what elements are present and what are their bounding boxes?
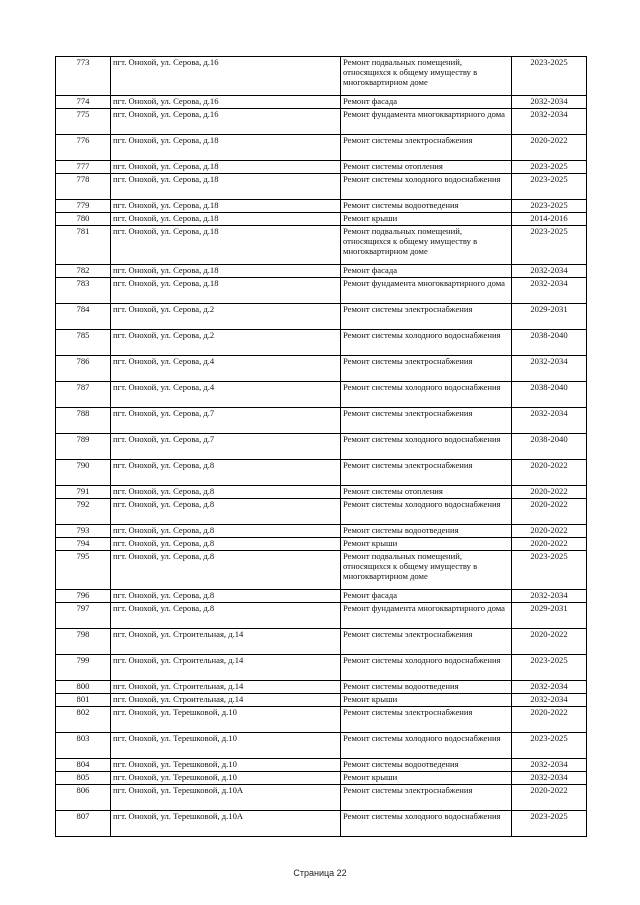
row-period: 2020-2022 (512, 538, 587, 551)
row-work-type: Ремонт фасада (341, 265, 512, 278)
row-address: пгт. Онохой, ул. Серова, д.8 (111, 499, 341, 525)
row-work-type: Ремонт системы электроснабжения (341, 629, 512, 655)
row-work-type: Ремонт системы электроснабжения (341, 304, 512, 330)
table-row (56, 707, 587, 733)
row-period: 2032-2034 (512, 759, 587, 772)
row-number: 784 (56, 304, 111, 330)
row-period: 2020-2022 (512, 135, 587, 161)
row-address: пгт. Онохой, ул. Серова, д.2 (111, 330, 341, 356)
row-number: 796 (56, 590, 111, 603)
table-row (56, 408, 587, 434)
row-work-type: Ремонт системы электроснабжения (341, 408, 512, 434)
row-period: 2032-2034 (512, 356, 587, 382)
row-period: 2020-2022 (512, 486, 587, 499)
table-row (56, 434, 587, 460)
row-period: 2023-2025 (512, 200, 587, 213)
row-number: 797 (56, 603, 111, 629)
row-period: 2029-2031 (512, 304, 587, 330)
row-period: 2023-2025 (512, 655, 587, 681)
row-address: пгт. Онохой, ул. Серова, д.8 (111, 590, 341, 603)
row-address: пгт. Онохой, ул. Серова, д.18 (111, 226, 341, 265)
row-period: 2023-2025 (512, 551, 587, 590)
table-row (56, 811, 587, 837)
table-row (56, 96, 587, 109)
row-number: 805 (56, 772, 111, 785)
table-row (56, 57, 587, 96)
row-work-type: Ремонт системы холодного водоснабжения (341, 655, 512, 681)
row-number: 781 (56, 226, 111, 265)
row-work-type: Ремонт системы электроснабжения (341, 707, 512, 733)
table-row (56, 694, 587, 707)
row-period: 2038-2040 (512, 434, 587, 460)
table-row (56, 109, 587, 135)
row-work-type: Ремонт системы водоотведения (341, 525, 512, 538)
schedule-table-body (56, 57, 587, 837)
row-period: 2020-2022 (512, 525, 587, 538)
row-work-type: Ремонт системы холодного водоснабжения (341, 382, 512, 408)
table-row (56, 356, 587, 382)
table-row (56, 733, 587, 759)
row-work-type: Ремонт крыши (341, 213, 512, 226)
row-work-type: Ремонт подвальных помещений, относящихся к общему имуществу в многоквартирном доме (341, 57, 512, 96)
row-number: 803 (56, 733, 111, 759)
table-row (56, 382, 587, 408)
table-row (56, 330, 587, 356)
row-period: 2032-2034 (512, 590, 587, 603)
row-number: 788 (56, 408, 111, 434)
row-number: 783 (56, 278, 111, 304)
row-work-type: Ремонт системы электроснабжения (341, 135, 512, 161)
row-period: 2020-2022 (512, 785, 587, 811)
row-period: 2029-2031 (512, 603, 587, 629)
row-number: 794 (56, 538, 111, 551)
row-work-type: Ремонт системы электроснабжения (341, 785, 512, 811)
row-number: 807 (56, 811, 111, 837)
table-row (56, 174, 587, 200)
row-work-type: Ремонт системы электроснабжения (341, 356, 512, 382)
row-work-type: Ремонт крыши (341, 772, 512, 785)
table-row (56, 161, 587, 174)
row-number: 776 (56, 135, 111, 161)
row-number: 800 (56, 681, 111, 694)
row-address: пгт. Онохой, ул. Серова, д.7 (111, 434, 341, 460)
row-address: пгт. Онохой, ул. Серова, д.18 (111, 213, 341, 226)
page-number: Страница 22 (293, 868, 347, 878)
row-address: пгт. Онохой, ул. Серова, д.7 (111, 408, 341, 434)
row-address: пгт. Онохой, ул. Серова, д.8 (111, 460, 341, 486)
row-number: 792 (56, 499, 111, 525)
row-period: 2020-2022 (512, 460, 587, 486)
row-period: 2032-2034 (512, 694, 587, 707)
schedule-table (55, 56, 587, 837)
table-row (56, 538, 587, 551)
row-number: 782 (56, 265, 111, 278)
row-period: 2023-2025 (512, 161, 587, 174)
row-work-type: Ремонт фасада (341, 96, 512, 109)
row-address: пгт. Онохой, ул. Строительная, д.14 (111, 629, 341, 655)
table-row (56, 200, 587, 213)
row-work-type: Ремонт подвальных помещений, относящихся к общему имуществу в многоквартирном доме (341, 226, 512, 265)
row-work-type: Ремонт фундамента многоквартирного дома (341, 109, 512, 135)
row-period: 2023-2025 (512, 733, 587, 759)
table-row (56, 460, 587, 486)
row-work-type: Ремонт системы отопления (341, 486, 512, 499)
row-number: 791 (56, 486, 111, 499)
row-address: пгт. Онохой, ул. Серова, д.18 (111, 135, 341, 161)
row-work-type: Ремонт крыши (341, 694, 512, 707)
row-address: пгт. Онохой, ул. Серова, д.18 (111, 278, 341, 304)
row-address: пгт. Онохой, ул. Серова, д.4 (111, 356, 341, 382)
table-row (56, 681, 587, 694)
table-row (56, 551, 587, 590)
row-period: 2032-2034 (512, 278, 587, 304)
table-row (56, 135, 587, 161)
row-address: пгт. Онохой, ул. Серова, д.16 (111, 57, 341, 96)
row-period: 2032-2034 (512, 265, 587, 278)
row-address: пгт. Онохой, ул. Строительная, д.14 (111, 694, 341, 707)
row-period: 2032-2034 (512, 96, 587, 109)
row-address: пгт. Онохой, ул. Серова, д.18 (111, 200, 341, 213)
row-period: 2032-2034 (512, 408, 587, 434)
row-number: 780 (56, 213, 111, 226)
row-number: 787 (56, 382, 111, 408)
row-number: 778 (56, 174, 111, 200)
row-period: 2023-2025 (512, 811, 587, 837)
row-address: пгт. Онохой, ул. Терешковой, д.10 (111, 707, 341, 733)
row-period: 2014-2016 (512, 213, 587, 226)
table-row (56, 304, 587, 330)
row-address: пгт. Онохой, ул. Терешковой, д.10А (111, 785, 341, 811)
table-row (56, 603, 587, 629)
row-address: пгт. Онохой, ул. Серова, д.8 (111, 525, 341, 538)
row-address: пгт. Онохой, ул. Серова, д.16 (111, 109, 341, 135)
row-address: пгт. Онохой, ул. Серова, д.18 (111, 161, 341, 174)
table-row (56, 629, 587, 655)
row-number: 799 (56, 655, 111, 681)
row-number: 779 (56, 200, 111, 213)
table-row (56, 525, 587, 538)
table-row (56, 486, 587, 499)
row-address: пгт. Онохой, ул. Серова, д.8 (111, 603, 341, 629)
row-work-type: Ремонт системы отопления (341, 161, 512, 174)
row-address: пгт. Онохой, ул. Строительная, д.14 (111, 681, 341, 694)
row-number: 786 (56, 356, 111, 382)
table-row (56, 655, 587, 681)
row-period: 2038-2040 (512, 330, 587, 356)
row-work-type: Ремонт системы электроснабжения (341, 460, 512, 486)
row-work-type: Ремонт фундамента многоквартирного дома (341, 278, 512, 304)
table-row (56, 278, 587, 304)
row-work-type: Ремонт системы холодного водоснабжения (341, 811, 512, 837)
row-number: 777 (56, 161, 111, 174)
table-row (56, 213, 587, 226)
row-number: 775 (56, 109, 111, 135)
row-work-type: Ремонт системы водоотведения (341, 681, 512, 694)
row-work-type: Ремонт крыши (341, 538, 512, 551)
row-address: пгт. Онохой, ул. Серова, д.16 (111, 96, 341, 109)
row-number: 785 (56, 330, 111, 356)
row-period: 2032-2034 (512, 772, 587, 785)
row-period: 2020-2022 (512, 707, 587, 733)
row-work-type: Ремонт системы холодного водоснабжения (341, 330, 512, 356)
row-work-type: Ремонт системы холодного водоснабжения (341, 499, 512, 525)
row-address: пгт. Онохой, ул. Серова, д.18 (111, 265, 341, 278)
row-address: пгт. Онохой, ул. Серова, д.4 (111, 382, 341, 408)
row-address: пгт. Онохой, ул. Терешковой, д.10 (111, 733, 341, 759)
row-address: пгт. Онохой, ул. Терешковой, д.10 (111, 772, 341, 785)
row-work-type: Ремонт системы водоотведения (341, 200, 512, 213)
table-row (56, 772, 587, 785)
table-row (56, 226, 587, 265)
table-row (56, 785, 587, 811)
row-address: пгт. Онохой, ул. Серова, д.8 (111, 538, 341, 551)
row-work-type: Ремонт фасада (341, 590, 512, 603)
row-period: 2032-2034 (512, 109, 587, 135)
row-address: пгт. Онохой, ул. Серова, д.18 (111, 174, 341, 200)
row-period: 2023-2025 (512, 226, 587, 265)
row-period: 2020-2022 (512, 629, 587, 655)
row-work-type: Ремонт подвальных помещений, относящихся к общему имуществу в многоквартирном доме (341, 551, 512, 590)
row-address: пгт. Онохой, ул. Терешковой, д.10 (111, 759, 341, 772)
row-number: 789 (56, 434, 111, 460)
row-number: 802 (56, 707, 111, 733)
row-address: пгт. Онохой, ул. Строительная, д.14 (111, 655, 341, 681)
row-work-type: Ремонт системы холодного водоснабжения (341, 434, 512, 460)
row-period: 2023-2025 (512, 57, 587, 96)
table-row (56, 265, 587, 278)
row-address: пгт. Онохой, ул. Серова, д.8 (111, 551, 341, 590)
row-period: 2032-2034 (512, 681, 587, 694)
row-number: 795 (56, 551, 111, 590)
row-number: 790 (56, 460, 111, 486)
row-number: 806 (56, 785, 111, 811)
row-address: пгт. Онохой, ул. Терешковой, д.10А (111, 811, 341, 837)
row-work-type: Ремонт системы водоотведения (341, 759, 512, 772)
row-number: 801 (56, 694, 111, 707)
table-row (56, 590, 587, 603)
row-period: 2023-2025 (512, 174, 587, 200)
table-row (56, 499, 587, 525)
row-number: 793 (56, 525, 111, 538)
row-address: пгт. Онохой, ул. Серова, д.8 (111, 486, 341, 499)
row-number: 798 (56, 629, 111, 655)
row-work-type: Ремонт системы холодного водоснабжения (341, 174, 512, 200)
row-number: 773 (56, 57, 111, 96)
row-period: 2020-2022 (512, 499, 587, 525)
row-work-type: Ремонт системы холодного водоснабжения (341, 733, 512, 759)
table-row (56, 759, 587, 772)
row-number: 774 (56, 96, 111, 109)
row-period: 2038-2040 (512, 382, 587, 408)
row-number: 804 (56, 759, 111, 772)
row-work-type: Ремонт фундамента многоквартирного дома (341, 603, 512, 629)
row-address: пгт. Онохой, ул. Серова, д.2 (111, 304, 341, 330)
